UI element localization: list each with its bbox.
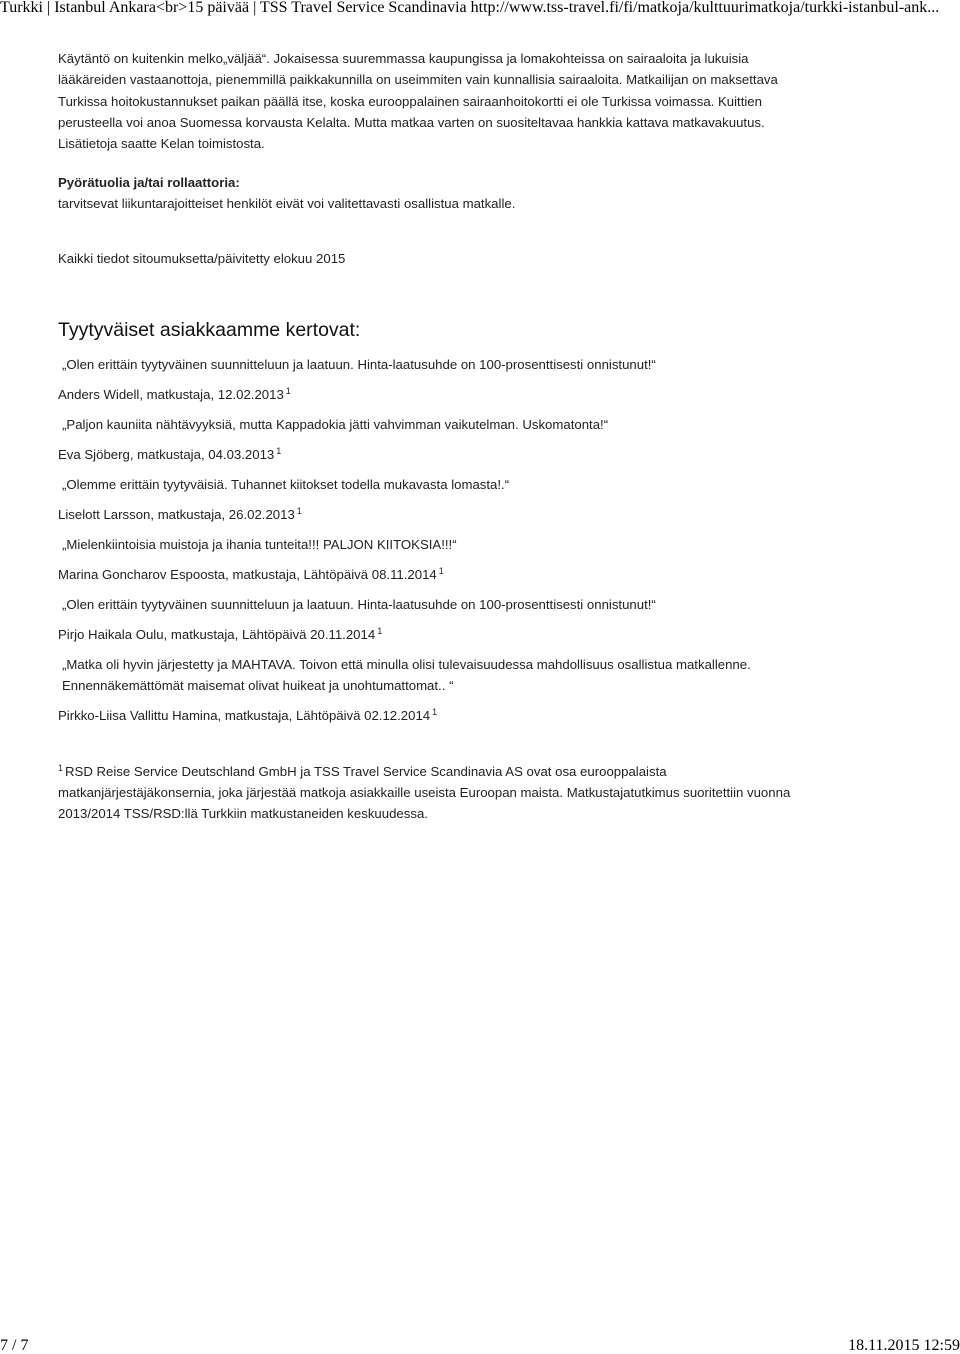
testimonial-quote: „Matka oli hyvin järjestetty ja MAHTAVA. Toivon että minulla olisi tulevaisuudessa mahdollisuus osallistua matkallenne. Ennennäkemättömät maisemat olivat huikeat ja unohtumattomat.. “: [62, 657, 751, 694]
testimonial-author: Pirjo Haikala Oulu, matkustaja, Lähtöpäivä 20.11.2014 $^1$: [58, 626, 383, 643]
paragraph-line: Turkissa hoitokustannukset paikan päällä itse, koska eurooppalainen sairaanhoitokortti ei ole Turkissa voimassa. Kuittien: [58, 93, 762, 109]
testimonial-quote: „Olen erittäin tyytyväinen suunnitteluun ja laatuun. Hinta-laatusuhde on 100-prosenttisesti onnistunut!“: [62, 357, 656, 373]
testimonial-author: Marina Goncharov Espoosta, matkustaja, Lähtöpäivä 08.11.2014 $^1$: [58, 566, 444, 583]
testimonial-quote: „Olemme erittäin tyytyväisiä. Tuhannet kiitokset todella mukavasta lomasta!.“: [62, 477, 510, 493]
footnote-marker: 1: [296, 506, 302, 517]
health-info-paragraph: [58, 48, 918, 154]
paragraph-line: lääkäreiden vastaanottoja, pienemmillä paikkakunnilla on useimmiten vain kunnallisia sairaaloita. Matkailijan on maksettava: [58, 72, 778, 88]
testimonial-author: Eva Sjöberg, matkustaja, 04.03.2013 $^1$: [58, 446, 282, 463]
mobility-label: Pyörätuolia ja/tai rollaattoria:: [58, 175, 240, 191]
mobility-text: tarvitsevat liikuntarajoitteiset henkilöt eivät voi valitettavasti osallistua matkalle.: [58, 196, 516, 212]
print-datetime: 18.11.2015 12:59: [848, 1337, 960, 1354]
footnote: $^1$ RSD Reise Service Deutschland GmbH ja TSS Travel Service Scandinavia AS ovat osa eurooppalaista matkanjärjestäjäkonsernia, joka järjestää matkoja asiakkaille useista Euroopan maista. Matkustajatutkimus suoritettiin vuonna 2013/2014 TSS/RSD:llä Turkkiin matkustaneiden keskuudessa.: [58, 763, 791, 822]
testimonial-quote: „Paljon kauniita nähtävyyksiä, mutta Kappadokia jätti vahvimman vaikutelman. Uskomatonta!“: [62, 417, 609, 433]
page-number: 7 / 7: [0, 1337, 29, 1354]
testimonial-author: Liselott Larsson, matkustaja, 26.02.2013 $^1$: [58, 506, 302, 523]
paragraph-line: Lisätietoja saatte Kelan toimistosta.: [58, 136, 265, 152]
testimonial-quote: „Olen erittäin tyytyväinen suunnitteluun ja laatuun. Hinta-laatusuhde on 100-prosenttisesti onnistunut!“: [62, 597, 656, 613]
footnote-marker: 1: [276, 446, 282, 457]
footnote-marker: 1: [58, 763, 64, 774]
testimonial-author: Anders Widell, matkustaja, 12.02.2013 $^1$: [58, 386, 291, 403]
footnote-marker: 1: [285, 386, 291, 397]
footnote-marker: 1: [377, 626, 383, 637]
paragraph-line: Käytäntö on kuitenkin melko„väljää“. Jokaisessa suuremmassa kaupungissa ja lomakohteissa on sairaaloita ja lukuisia: [58, 51, 749, 66]
testimonial-quote: „Mielenkiintoisia muistoja ja ihania tunteita!!! PALJON KIITOKSIA!!!“: [62, 537, 457, 553]
testimonials-heading: Tyytyväiset asiakkaamme kertovat:: [58, 319, 361, 342]
footnote-marker: 1: [438, 566, 444, 577]
testimonials-list: [58, 354, 918, 725]
print-header: Turkki | Istanbul Ankara<br>15 päivää | TSS Travel Service Scandinavia http://www.tss-travel.fi/fi/matkoja/kulttuurimatkoja/turkki-istanbul-ank...: [0, 0, 940, 16]
document-content: [58, 48, 918, 824]
paragraph-line: perusteella voi anoa Suomessa korvausta Kelalta. Mutta matkaa varten on suositeltavaa hankkia kattava matkavakuutus.: [58, 114, 765, 130]
footnote-marker: 1: [432, 707, 438, 718]
testimonial-author: Pirkko-Liisa Vallittu Hamina, matkustaja, Lähtöpäivä 02.12.2014 $^1$: [58, 707, 438, 724]
update-note: Kaikki tiedot sitoumuksetta/päivitetty elokuu 2015: [58, 251, 346, 267]
